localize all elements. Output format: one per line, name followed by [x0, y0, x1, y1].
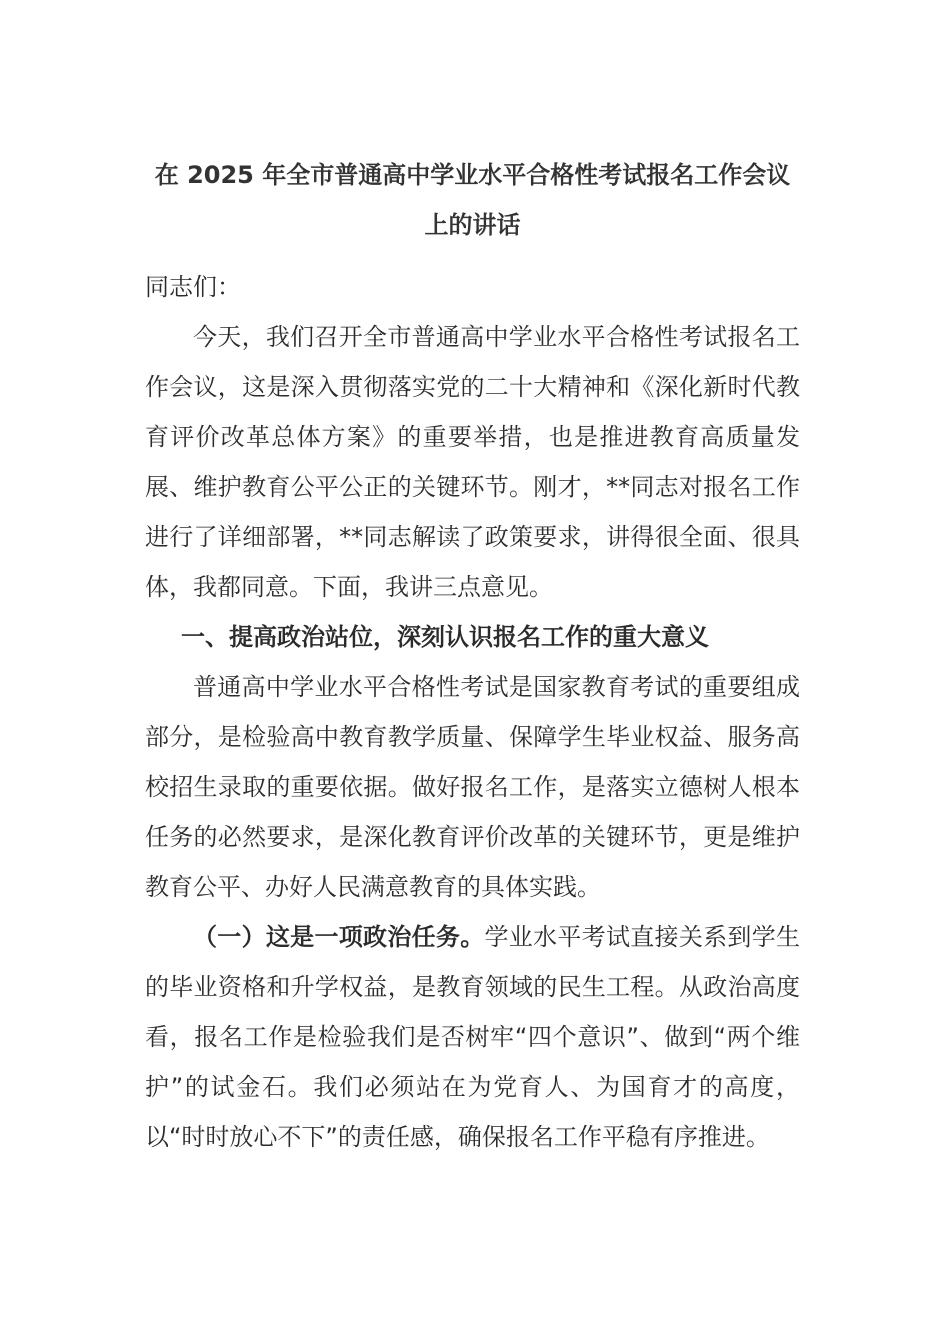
document-page — [145, 150, 800, 1162]
greeting: 同志们： — [145, 273, 241, 301]
section-paragraph-1: 普通高中学业水平合格性考试是国家教育考试的重要组成部分，是检验高中教育教学质量、保障学生毕业权益、服务高校招生录取的重要依据。做好报名工作，是落实立德树人根本任务的必然要求，是深化教育评价改革的关键环节，更是维护教育公平、办好人民满意教育的具体实践。 — [145, 673, 800, 901]
section-heading-1: 一、提高政治站位，深刻认识报名工作的重大意义 — [181, 623, 709, 651]
subsection-heading-1: （一）这是一项政治任务。 — [193, 923, 485, 951]
subsection-paragraph-1 — [145, 912, 800, 1162]
subsection-body-1: 学业水平考试直接关系到学生的毕业资格和升学权益，是教育领域的民生工程。从政治高度看，报名工作是检验我们是否树牢“四个意识”、做到“两个维护”的试金石。我们必须站在为党育人、为国育才的高度，以“时时放心不下”的责任感，确保报名工作平稳有序推进。 — [145, 923, 800, 1151]
document-title: 在 2025 年全市普通高中学业水平合格性考试报名工作会议上的讲话 — [154, 161, 791, 239]
intro-paragraph: 今天，我们召开全市普通高中学业水平合格性考试报名工作会议，这是深入贯彻落实党的二十大精神和《深化新时代教育评价改革总体方案》的重要举措，也是推进教育高质量发展、维护教育公平公正的关键环节。刚才，**同志对报名工作进行了详细部署，**同志解读了政策要求，讲得很全面、很具体，我都同意。下面，我讲三点意见。 — [145, 323, 800, 601]
